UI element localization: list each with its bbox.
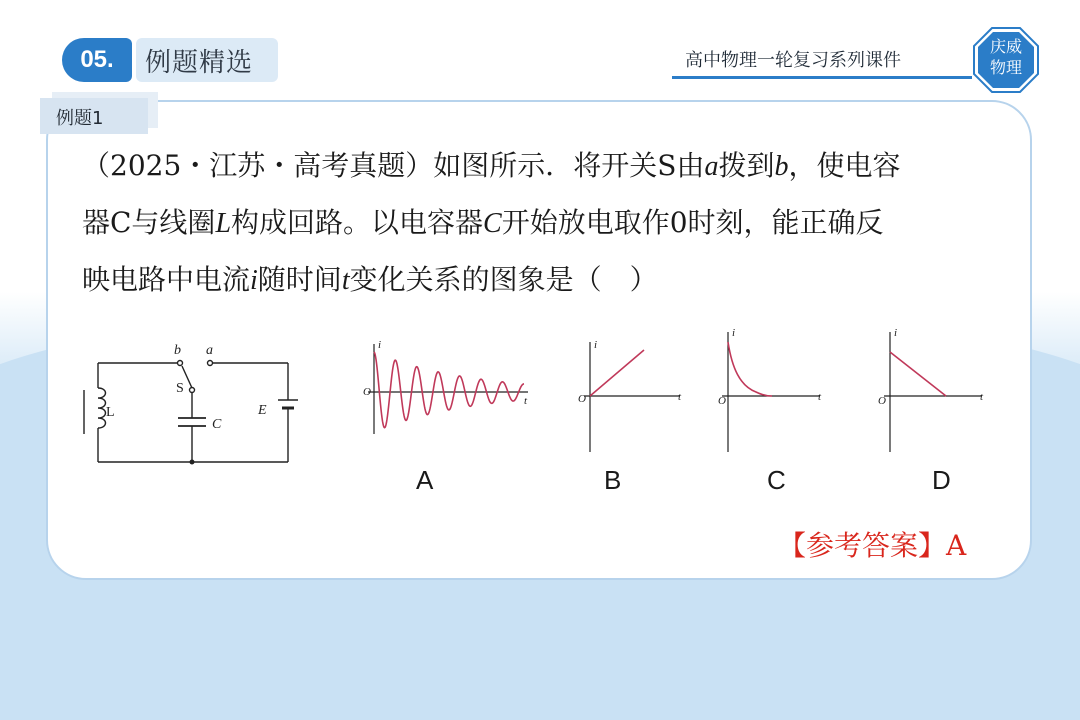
logo-line1: 庆威 xyxy=(989,37,1022,56)
question-line-1 xyxy=(82,138,992,195)
axis-t-label: t xyxy=(818,391,822,403)
axis-i-label: i xyxy=(732,328,736,339)
graph-a xyxy=(360,338,532,438)
axis-i-label: i xyxy=(594,339,598,351)
origin-label: O xyxy=(878,395,886,407)
inductor-coil xyxy=(98,388,106,428)
graph-d xyxy=(876,328,990,458)
axis-i-label: i xyxy=(378,339,382,351)
series-underline xyxy=(672,76,972,79)
graph-c xyxy=(716,328,830,458)
q-text: 随时间 xyxy=(257,263,342,296)
q-text: 映电路中电流 xyxy=(82,263,251,296)
label-S: S xyxy=(176,381,184,396)
question-line-3 xyxy=(82,252,992,309)
logo-text xyxy=(972,36,1040,78)
q-text: 构成回路。以电容器 xyxy=(231,206,484,239)
question-line-2 xyxy=(82,195,992,252)
q-text: 变化关系的图象是（ ） xyxy=(349,263,658,296)
option-a-label: A xyxy=(416,465,434,495)
axis-t-label: t xyxy=(980,391,984,403)
example-tab-label: 例题1 xyxy=(56,108,104,129)
option-c-label: C xyxy=(767,465,786,495)
option-d-label: D xyxy=(932,465,951,495)
option-b-label: B xyxy=(604,465,622,495)
origin-label: O xyxy=(718,395,726,407)
graph-b xyxy=(574,338,694,458)
axis-t-label: t xyxy=(678,391,682,403)
q-var: t xyxy=(341,265,350,296)
origin-label: O xyxy=(578,393,586,405)
series-title: 高中物理一轮复习系列课件 xyxy=(685,50,901,71)
label-b: b xyxy=(174,343,181,358)
label-L: L xyxy=(106,405,115,420)
label-E: E xyxy=(258,403,267,418)
circuit-diagram xyxy=(78,338,308,470)
label-C: C xyxy=(212,417,222,432)
axis-t-label: t xyxy=(524,395,528,407)
reference-answer: 【参考答案】A xyxy=(778,529,967,562)
axis-i-label: i xyxy=(894,328,898,339)
q-var: L xyxy=(215,208,232,239)
q-text: ，使电容 xyxy=(788,149,901,182)
damped-oscillation-curve xyxy=(374,352,524,428)
q-var: i xyxy=(250,265,258,296)
q-var: b xyxy=(774,151,789,182)
q-text: （2025・江苏・高考真题）如图所示．将开关S由 xyxy=(82,149,705,182)
origin-label: O xyxy=(363,386,371,398)
q-text: 器C与线圈 xyxy=(82,206,216,239)
linear-increase-line xyxy=(590,350,644,396)
logo-line2: 物理 xyxy=(989,58,1022,77)
q-var: a xyxy=(704,151,719,182)
linear-decrease-line xyxy=(890,352,946,396)
question-text xyxy=(82,138,992,309)
section-number-badge: 05. xyxy=(62,38,132,82)
exponential-decay-curve xyxy=(728,342,772,396)
q-var: C xyxy=(483,208,502,239)
q-text: 开始放电取作0时刻，能正确反 xyxy=(501,206,884,239)
section-title: 例题精选 xyxy=(145,48,254,78)
label-a: a xyxy=(206,343,213,358)
q-text: 拨到 xyxy=(718,149,775,182)
